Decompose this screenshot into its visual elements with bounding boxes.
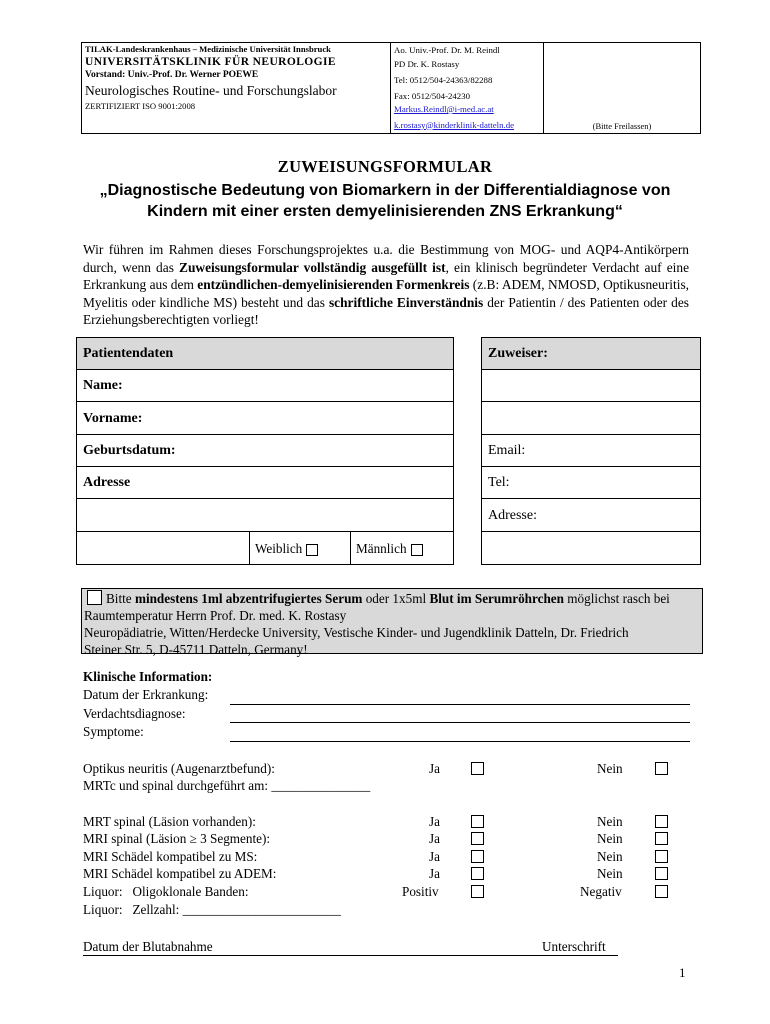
- email-link-rostasy[interactable]: k.rostasy@kinderklinik-datteln.de: [394, 119, 514, 130]
- gender-male[interactable]: [356, 541, 423, 557]
- study-title-line1: „Diagnostische Bedeutung von Biomarkern in der Differentialdiagnose von: [99, 182, 671, 199]
- liquor-negativ-label: Negativ: [580, 884, 622, 899]
- suspected-diagnosis-line[interactable]: [230, 722, 690, 723]
- male-checkbox[interactable]: [411, 544, 423, 556]
- email-link-reindl[interactable]: Markus.Reindl@i-med.ac.at: [394, 104, 494, 114]
- mrt-spinal-nein-label: Nein: [597, 814, 623, 829]
- intro-text-4: der Patientin / des Patienten oder des Erziehungsberechtigten vorliegt!: [83, 294, 689, 327]
- footer-signature-line[interactable]: [83, 955, 618, 956]
- mri-ms-nein-checkbox[interactable]: [655, 850, 668, 863]
- mrtc-label: MRTc und spinal durchgeführt am: _______________: [83, 778, 371, 793]
- optic-ja-checkbox[interactable]: [471, 762, 484, 775]
- mrt-spinal-ja-label: Ja: [429, 814, 440, 829]
- study-title: [0, 180, 770, 222]
- note-line-3: Neuropädiatrie, Witten/Herdecke University, Vestische Kinder- und Jugendklinik Datteln, Dr. Friedrich: [84, 625, 629, 640]
- clinical-heading: Klinische Information:: [83, 669, 213, 684]
- contact-fax: Fax: 0512/504-24230: [394, 90, 470, 101]
- gender-divider-left: [249, 532, 250, 565]
- contact-email-reindl[interactable]: [394, 103, 540, 117]
- referrer-heading: Zuweiser:: [482, 338, 700, 370]
- mri-spinal-nein-checkbox[interactable]: [655, 832, 668, 845]
- gender-female[interactable]: [255, 541, 318, 557]
- intro-text-1: Wir führen im Rahmen dieses Forschungsprojektes u.a. die Bestimmung von MOG- und AQP4-Antikörpern durch, wenn das: [83, 242, 689, 275]
- note-bold-1: mindestens 1ml abzentrifugiertes Serum: [134, 591, 363, 606]
- patient-birthdate-field[interactable]: Geburtsdatum:: [77, 435, 453, 467]
- study-title-line2: Kindern mit einer ersten demyelinisierenden ZNS Erkrankung“: [147, 203, 623, 220]
- mri-spinal-ja-label: Ja: [429, 831, 440, 846]
- contact-cell: [391, 43, 544, 134]
- mri-ms-label: MRI Schädel kompatibel zu MS:: [83, 849, 258, 864]
- patient-address-field-2[interactable]: [77, 499, 453, 532]
- mrt-spinal-label: MRT spinal (Läsion vorhanden):: [83, 814, 256, 829]
- sample-checkbox[interactable]: [87, 590, 102, 605]
- note-bold-2: Blut im Serumröhrchen: [429, 591, 564, 606]
- mri-spinal-nein-label: Nein: [597, 831, 623, 846]
- contact-email-rostasy[interactable]: [394, 119, 540, 133]
- sample-shipping-note: [81, 588, 703, 657]
- mri-ms-ja-label: Ja: [429, 849, 440, 864]
- office-use-cell: [544, 43, 701, 134]
- symptoms-line[interactable]: [230, 741, 690, 742]
- optic-ja-label: Ja: [429, 761, 440, 776]
- patient-data-box: [76, 337, 454, 565]
- intro-text-3: (z.B: ADEM, NMOSD, Optikusneuritis, Myelitis oder kindliche MS) besteht und das: [83, 277, 689, 310]
- note-text-3: möglichst rasch bei Raumtemperatur Herrn Prof. Dr. med. K. Rostasy: [84, 591, 670, 623]
- letterhead-table: [81, 42, 701, 134]
- patient-firstname-field[interactable]: Vorname:: [77, 402, 453, 435]
- mri-adem-nein-label: Nein: [597, 866, 623, 881]
- mri-adem-label: MRI Schädel kompatibel zu ADEM:: [83, 866, 277, 881]
- intro-text-2: , ein klinisch begründeter Verdacht auf eine Erkrankung aus dem: [83, 259, 690, 292]
- mrt-spinal-ja-checkbox[interactable]: [471, 815, 484, 828]
- lab-name: Neurologisches Routine- und Forschungslabor: [85, 83, 337, 98]
- institution-name: TILAK-Landeskrankenhaus – Medizinische Universität Innsbruck: [85, 44, 331, 54]
- mri-adem-ja-label: Ja: [429, 866, 440, 881]
- female-checkbox[interactable]: [306, 544, 318, 556]
- onset-date-line[interactable]: [230, 704, 690, 705]
- gender-divider-right: [350, 532, 351, 565]
- mri-adem-ja-checkbox[interactable]: [471, 867, 484, 880]
- page-number: 1: [679, 965, 686, 980]
- referrer-email-field[interactable]: Email:: [482, 435, 700, 467]
- contact-tel: Tel: 0512/504-24363/82288: [394, 75, 493, 85]
- mri-spinal-ja-checkbox[interactable]: [471, 832, 484, 845]
- director: Vorstand: Univ.-Prof. Dr. Werner POEWE: [85, 70, 259, 80]
- intro-bold-3: schriftliche Einverständnis: [328, 294, 484, 310]
- intro-paragraph: [83, 241, 689, 329]
- leave-blank-note: (Bitte Freilassen): [592, 121, 652, 131]
- mrt-spinal-nein-checkbox[interactable]: [655, 815, 668, 828]
- note-line-1: [84, 590, 700, 624]
- mri-ms-nein-label: Nein: [597, 849, 623, 864]
- liquor-positiv-label: Positiv: [402, 884, 439, 899]
- referrer-name-field[interactable]: [482, 370, 700, 402]
- suspected-diagnosis-label: Verdachtsdiagnose:: [83, 706, 186, 721]
- mri-spinal-label: MRI spinal (Läsion ≥ 3 Segmente):: [83, 831, 271, 846]
- liquor-cellcount-label: Liquor: Zellzahl: ________________________: [83, 902, 341, 917]
- patient-address-field[interactable]: Adresse: [77, 467, 453, 499]
- referrer-name-field-2[interactable]: [482, 402, 700, 435]
- certification: ZERTIFIZIERT ISO 9001:2008: [85, 101, 196, 111]
- mri-ms-ja-checkbox[interactable]: [471, 850, 484, 863]
- optic-nein-checkbox[interactable]: [655, 762, 668, 775]
- liquor-bands-label: Liquor: Oligoklonale Banden:: [83, 884, 249, 899]
- referrer-tel-field[interactable]: Tel:: [482, 467, 700, 499]
- referrer-box: [481, 337, 701, 565]
- patient-heading: Patientendaten: [77, 338, 453, 370]
- liquor-negativ-checkbox[interactable]: [655, 885, 668, 898]
- patient-name-field[interactable]: Name:: [77, 370, 453, 402]
- intro-bold-2: entzündlichen-demyelinisierenden Formenkreis: [197, 277, 470, 292]
- signature-label: Unterschrift: [542, 939, 606, 954]
- liquor-positiv-checkbox[interactable]: [471, 885, 484, 898]
- optic-nein-label: Nein: [597, 761, 623, 776]
- note-line-4: Steiner Str. 5, D-45711 Datteln, Germany!: [84, 642, 308, 657]
- contact-reindl: Ao. Univ.-Prof. Dr. M. Reindl: [394, 45, 500, 55]
- note-text-1: Bitte: [106, 591, 135, 606]
- male-label: Männlich: [356, 541, 407, 556]
- blood-draw-date-label: Datum der Blutabnahme: [83, 939, 213, 954]
- female-label: Weiblich: [255, 541, 303, 556]
- intro-bold-1: Zuweisungsformular vollständig ausgefüllt ist: [179, 259, 446, 275]
- institution-cell: [82, 43, 391, 134]
- onset-date-label: Datum der Erkrankung:: [83, 687, 209, 702]
- note-text-2: oder 1x5ml: [362, 591, 430, 606]
- referrer-address-field[interactable]: Adresse:: [482, 499, 700, 532]
- symptoms-label: Symptome:: [83, 724, 144, 739]
- clinic-name: UNIVERSITÄTSKLINIK FÜR NEUROLOGIE: [85, 56, 336, 68]
- contact-rostasy: PD Dr. K. Rostasy: [394, 58, 460, 69]
- optic-neuritis-label: Optikus neuritis (Augenarztbefund):: [83, 761, 275, 776]
- mri-adem-nein-checkbox[interactable]: [655, 867, 668, 880]
- form-title: ZUWEISUNGSFORMULAR: [277, 157, 493, 176]
